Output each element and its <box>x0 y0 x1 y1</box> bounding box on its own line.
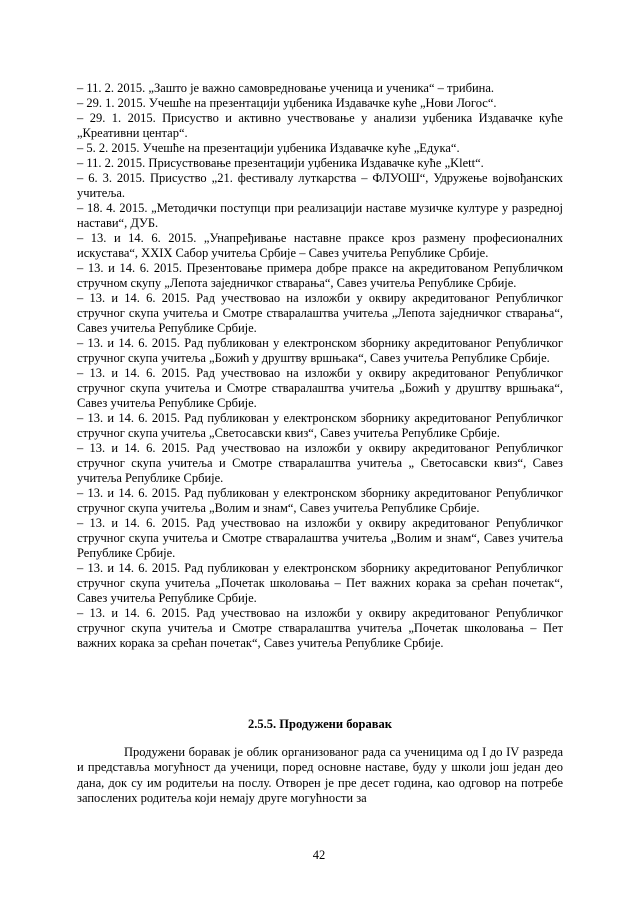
body-paragraph: Продужени боравак је облик организованог рада са ученицима од I до IV разреда и представља могућност да ученици, поред основне наставе, буду у школи још један део дана, док су им родитељи на послу. Отворен је пре десет година, као одговор на потребе запослених родитеља који немају друге могућности за <box>77 745 563 806</box>
list-item: – 6. 3. 2015. Присуство „21. фестивалу луткарства – ФЛУОШ“, Удружење војвођанских учитеља. <box>77 171 563 200</box>
list-item: – 29. 1. 2015. Присуство и активно учествовање у анализи уџбеника Издавачке куће „Креативни центар“. <box>77 111 563 140</box>
list-item: – 29. 1. 2015. Учешће на презентацији уџбеника Издавачке куће „Нови Логос“. <box>77 96 497 110</box>
page-number: 42 <box>312 848 326 862</box>
list-item: – 13. и 14. 6. 2015. Рад учествовао на изложби у оквиру акредитованог Републичког стручног скупа учитеља и Смотре стваралаштва учитеља „ Светосавски квиз“, Савез учитеља Републике Србије. <box>77 441 563 485</box>
activity-list <box>77 81 563 651</box>
list-item: – 13. и 14. 6. 2015. Рад публикован у електронском зборнику акредитованог Републичког стручног скупа учитеља „Волим и знам“, Савез учитеља Републике Србије. <box>77 486 563 515</box>
list-item: – 11. 2. 2015. „Зашто је важно самовредновање ученица и ученика“ – трибина. <box>77 81 494 95</box>
list-item: – 18. 4. 2015. „Методички поступци при реализацији наставе музичке културе у разредној настави“, ДУБ. <box>77 201 563 230</box>
list-item: – 11. 2. 2015. Присуствовање презентацији уџбеника Издавачке куће „Klett“. <box>77 156 484 170</box>
list-item: – 13. и 14. 6. 2015. Рад публикован у електронском зборнику акредитованог Републичког стручног скупа учитеља „Почетак школовања – Пет важних корака за срећан почетак“, Савез учитеља Републике Србије. <box>77 561 563 605</box>
list-item: – 13. и 14. 6. 2015. Рад учествовао на изложби у оквиру акредитованог Републичког стручног скупа учитеља и Смотре стваралаштва учитеља „Лепота заједничког стварања“, Савез учитеља Републике Србије. <box>77 291 563 335</box>
list-item: – 13. и 14. 6. 2015. Рад публикован у електронском зборнику акредитованог Републичког стручног скупа учитеља „Светосавски квиз“, Савез учитеља Републике Србије. <box>77 411 563 440</box>
list-item: – 13. и 14. 6. 2015. Презентовање примера добре праксе на акредитованом Републичком стручном скупу „Лепота заједничког стварања“, Савез учитеља Републике Србије. <box>77 261 563 290</box>
list-item: – 13. и 14. 6. 2015. Рад учествовао на изложби у оквиру акредитованог Републичког стручног скупа учитеља и Смотре стваралаштва учитеља „Волим и знам“, Савез учитеља Републике Србије. <box>77 516 563 560</box>
list-item: – 13. и 14. 6. 2015. Рад учествовао на изложби у оквиру акредитованог Републичког стручног скупа учитеља и Смотре стваралаштва учитеља „Божић у друштву вршњака“, Савез учитеља Републике Србије. <box>77 366 563 410</box>
list-item: – 5. 2. 2015. Учешће на презентацији уџбеника Издавачке куће „Едука“. <box>77 141 460 155</box>
list-item: – 13. и 14. 6. 2015. Рад учествовао на изложби у оквиру акредитованог Републичког стручног скупа учитеља и Смотре стваралаштва учитеља „Почетак школовања – Пет важних корака за срећан почетак“, Савез учитеља Републике Србије. <box>77 606 563 650</box>
list-item: – 13. и 14. 6. 2015. Рад публикован у електронском зборнику акредитованог Републичког стручног скупа учитеља „Божић у друштву вршњака“, Савез учитеља Републике Србије. <box>77 336 563 365</box>
section-heading: 2.5.5. Продужени боравак <box>248 717 392 731</box>
list-item: – 13. и 14. 6. 2015. „Унапређивање наставне праксе кроз размену професионалних искустава“, XXIX Сабор учитеља Србије – Савез учитеља Републике Србије. <box>77 231 563 260</box>
